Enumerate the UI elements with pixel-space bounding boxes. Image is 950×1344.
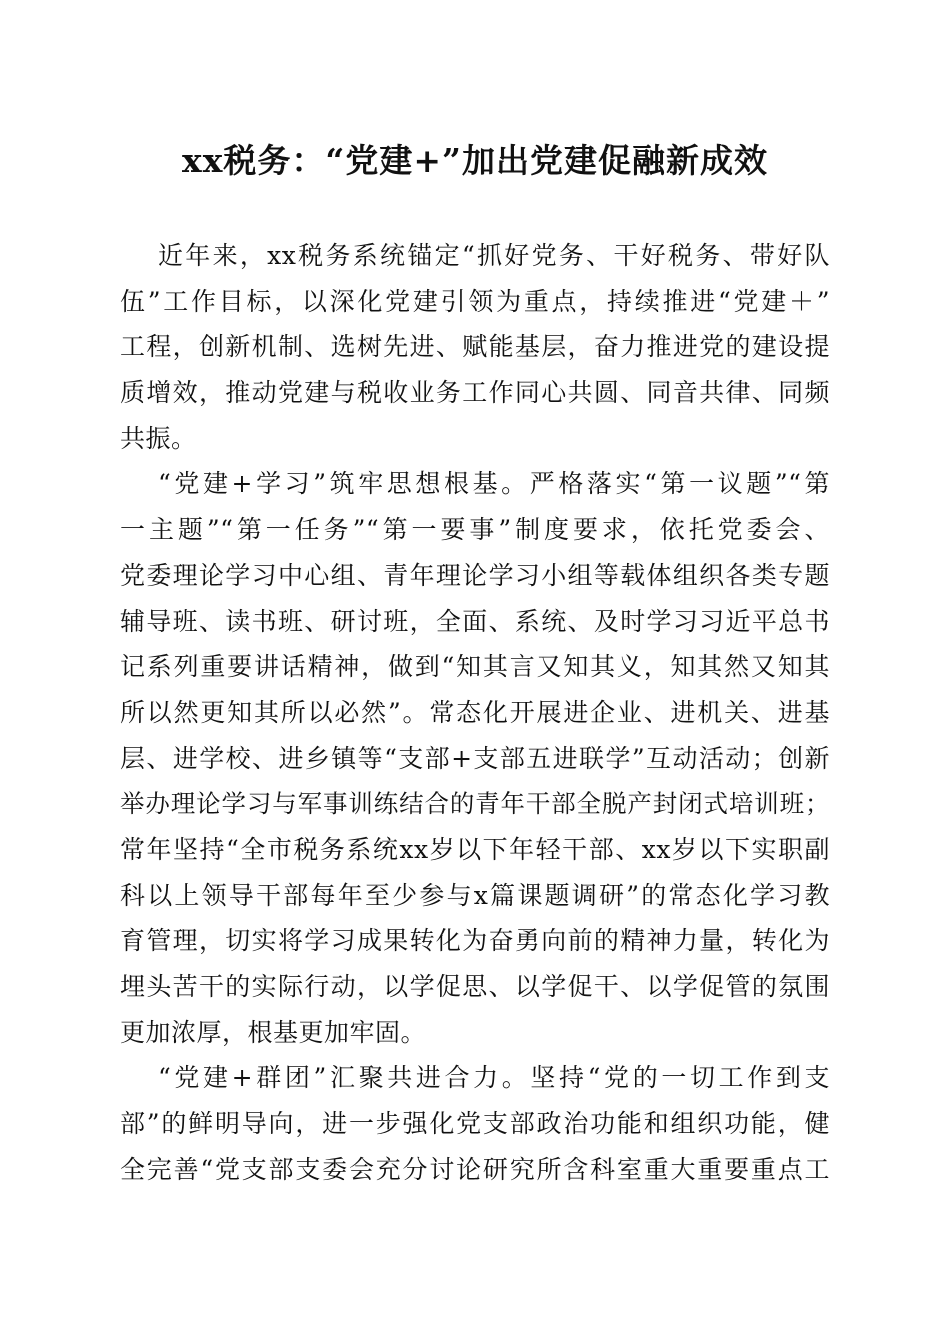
body-line: 辅导班、读书班、研讨班，全面、系统、及时学习习近平总书 [120, 606, 830, 636]
body-line: 共振。 [120, 423, 197, 453]
body-line: 举办理论学习与军事训练结合的青年干部全脱产封闭式培训班； [120, 789, 830, 819]
body-line: 常年坚持“全市税务系统xx岁以下年轻干部、xx岁以下实职副 [120, 834, 830, 864]
body-line: 全完善“党支部支委会充分讨论研究所含科室重大重要重点工 [120, 1154, 830, 1184]
document-title: xx税务：“党建+”加出党建促融新成效 [182, 141, 768, 180]
body-line: 埋头苦干的实际行动，以学促思、以学促干、以学促管的氛围 [120, 972, 830, 1001]
body-line: 党委理论学习中心组、青年理论学习小组等载体组织各类专题 [120, 560, 830, 590]
body-line: 科以上领导干部每年至少参与x篇课题调研”的常态化学习教 [120, 880, 830, 910]
body-line: 更加浓厚，根基更加牢固。 [120, 1017, 427, 1047]
body-line: 工程，创新机制、选树先进、赋能基层，奋力推进党的建设提 [120, 332, 830, 362]
body-line: 伍”工作目标，以深化党建引领为重点，持续推进“党建＋” [120, 286, 830, 316]
body-line: 层、进学校、进乡镇等“支部+支部五进联学”互动活动；创新 [120, 743, 830, 773]
body-line: 一主题”“第一任务”“第一要事”制度要求，依托党委会、 [120, 515, 830, 545]
document-body [120, 233, 830, 1192]
body-line: 所以然更知其所以必然”。常态化开展进企业、进机关、进基 [120, 697, 830, 727]
body-line: “党建+群团”汇聚共进合力。坚持“党的一切工作到支 [158, 1063, 830, 1093]
body-line: 记系列重要讲话精神，做到“知其言又知其义，知其然又知其 [120, 652, 830, 682]
body-line: “党建+学习”筑牢思想根基。严格落实“第一议题”“第 [158, 469, 830, 499]
body-line: 质增效，推动党建与税收业务工作同心共圆、同音共律、同频 [120, 378, 830, 408]
body-line: 育管理，切实将学习成果转化为奋勇向前的精神力量，转化为 [120, 926, 830, 956]
body-line: 近年来，xx税务系统锚定“抓好党务、干好税务、带好队 [158, 241, 830, 270]
body-line: 部”的鲜明导向，进一步强化党支部政治功能和组织功能，健 [120, 1109, 830, 1139]
